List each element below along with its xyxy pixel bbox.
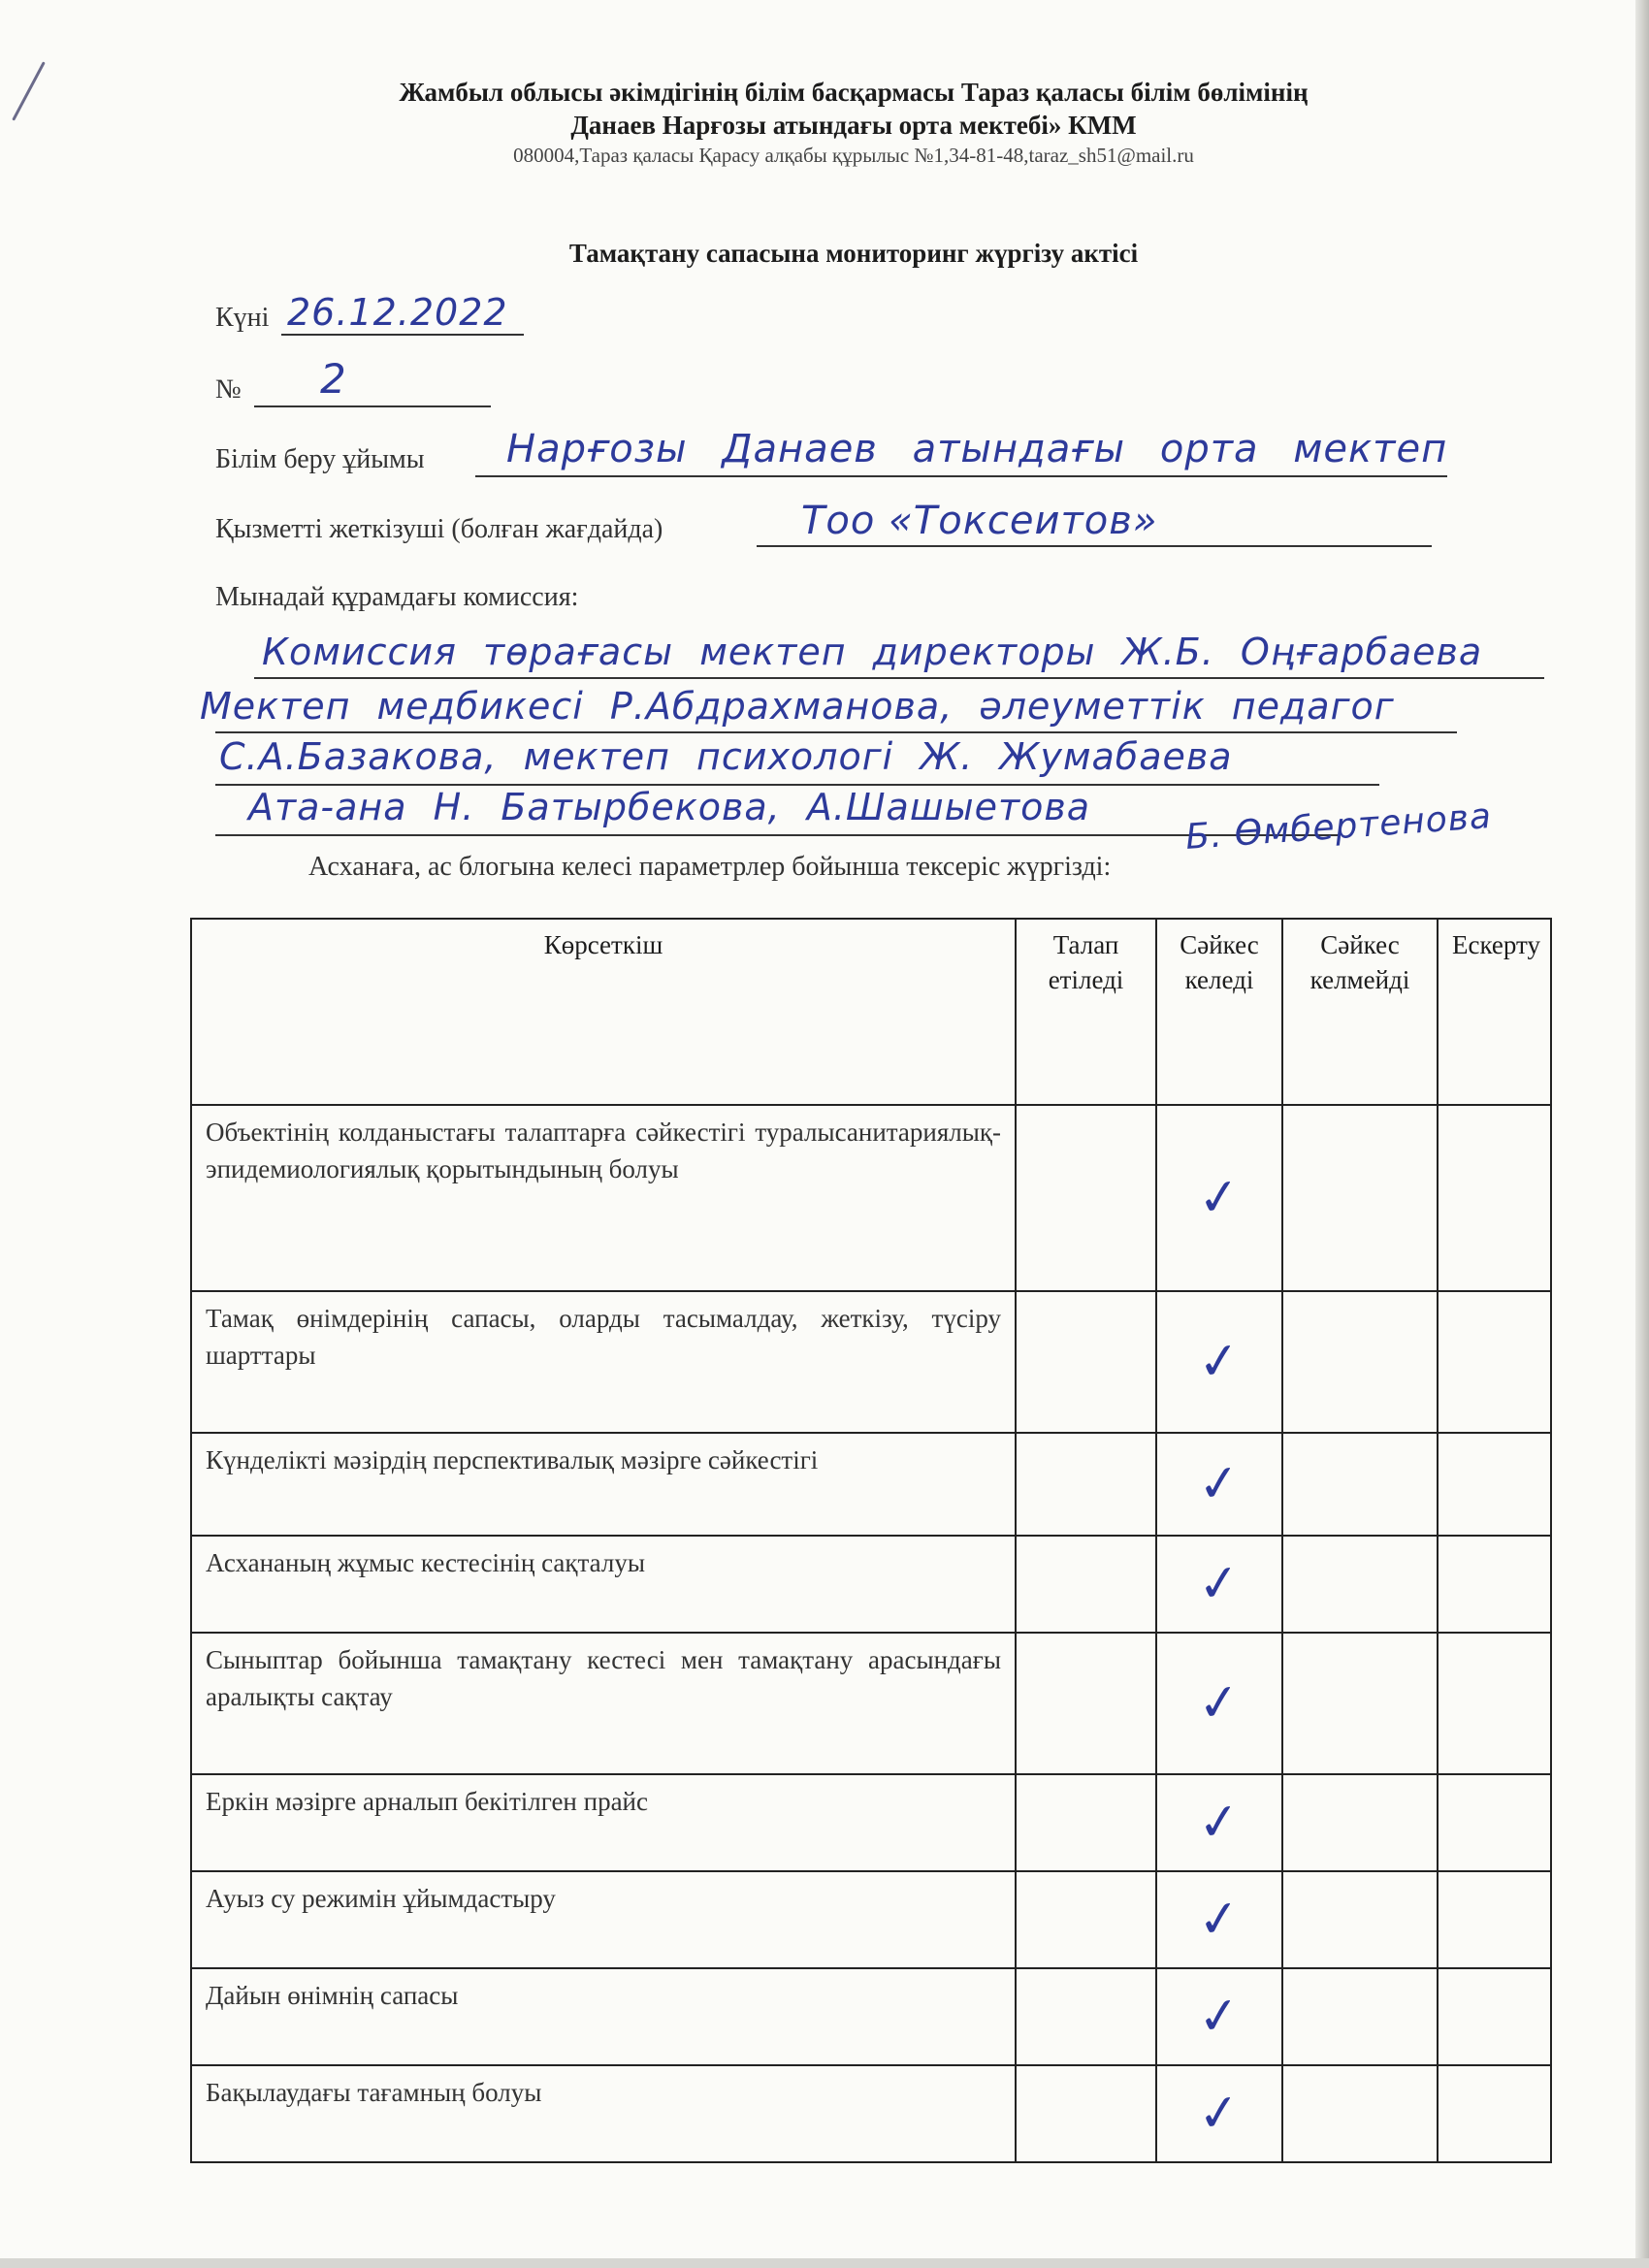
document-title: Тамақтану сапасына мониторинг жүргізу актісі <box>568 239 1139 268</box>
indicator-cell: Күнделікті мәзірдің перспективалық мәзірге сәйкестігі <box>191 1433 1016 1536</box>
commission-line-1: Комиссия төрағасы мектеп директоры Ж.Б. Оңғарбаева <box>262 631 1483 673</box>
indicator-cell: Еркін мәзірге арналып бекітілген прайс <box>191 1774 1016 1871</box>
check-mark-icon: ✓ <box>1195 1791 1244 1855</box>
indicator-cell: Тамақ өнімдерінің сапасы, оларды тасымалдау, жеткізу, түсіру шарттары <box>191 1291 1016 1433</box>
table-row <box>191 1633 1551 1774</box>
col-header-compliant: Сәйкес келеді <box>1156 919 1282 1105</box>
compliant-cell <box>1156 1433 1282 1536</box>
table-row <box>191 1433 1551 1536</box>
org-name-line-1: Жамбыл облысы әкімдігінің білім басқармасы Тараз қаласы білім бөлімінің <box>399 78 1309 107</box>
commission-underline-1 <box>254 677 1544 679</box>
commission-line-3: С.А.Базакова, мектеп психологі Ж. Жумабаева <box>219 735 1233 778</box>
noncompliant-cell <box>1282 1633 1438 1774</box>
note-cell <box>1438 1968 1551 2065</box>
check-mark-icon: ✓ <box>1195 2082 1244 2146</box>
compliant-cell <box>1156 1871 1282 1968</box>
check-mark-icon: ✓ <box>1195 1888 1244 1952</box>
check-mark-icon: ✓ <box>1195 1671 1244 1735</box>
table-row <box>191 1871 1551 1968</box>
noncompliant-cell <box>1282 1968 1438 2065</box>
indicator-cell: Дайын өнімнің сапасы <box>191 1968 1016 2065</box>
number-value: 2 <box>320 355 347 403</box>
indicator-cell: Асхананың жұмыс кестесінің сақталуы <box>191 1536 1016 1633</box>
noncompliant-cell <box>1282 1536 1438 1633</box>
compliant-cell <box>1156 1968 1282 2065</box>
indicator-cell: Объектінің колданыстағы талаптарға сәйкестігі туралысанитариялық-эпидемиологиялық қорытындының болуы <box>191 1105 1016 1291</box>
compliant-cell <box>1156 1291 1282 1433</box>
required-cell <box>1016 1291 1156 1433</box>
org-name-line-2: Данаев Нарғозы атындағы орта мектебі» КММ <box>570 111 1137 140</box>
commission-line-2: Мектеп медбикесі Р.Абдрахманова, әлеуметтік педагог <box>200 685 1395 728</box>
scan-bottom-edge <box>0 2258 1649 2268</box>
table-header-row <box>191 919 1551 1105</box>
col-header-note: Ескерту <box>1438 919 1551 1105</box>
org-label: Білім беру ұйымы <box>215 444 425 474</box>
supplier-underline <box>757 545 1432 547</box>
note-cell <box>1438 1291 1551 1433</box>
required-cell <box>1016 1774 1156 1871</box>
inspection-checklist-table <box>190 918 1552 2163</box>
org-value: Нарғозы Данаев атындағы орта мектеп <box>506 427 1448 471</box>
indicator-cell: Сыныптар бойынша тамақтану кестесі мен тамақтану арасындағы аралықты сақтау <box>191 1633 1016 1774</box>
table-row <box>191 1968 1551 2065</box>
indicator-cell: Ауыз су режимін ұйымдастыру <box>191 1871 1016 1968</box>
table-row <box>191 1291 1551 1433</box>
noncompliant-cell <box>1282 2065 1438 2162</box>
commission-line-4: Ата-ана Н. Батырбекова, А.Шашыетова <box>248 786 1091 828</box>
note-cell <box>1438 1536 1551 1633</box>
compliant-cell <box>1156 1633 1282 1774</box>
noncompliant-cell <box>1282 1105 1438 1291</box>
required-cell <box>1016 1105 1156 1291</box>
supplier-label: Қызметті жеткізуші (болған жағдайда) <box>215 514 663 544</box>
required-cell <box>1016 2065 1156 2162</box>
org-underline <box>475 475 1447 477</box>
noncompliant-cell <box>1282 1774 1438 1871</box>
note-cell <box>1438 1433 1551 1536</box>
check-mark-icon: ✓ <box>1195 1552 1244 1616</box>
commission-underline-2 <box>215 731 1457 733</box>
note-cell <box>1438 1105 1551 1291</box>
check-mark-icon: ✓ <box>1195 1166 1244 1230</box>
required-cell <box>1016 1433 1156 1536</box>
date-value: 26.12.2022 <box>287 291 508 334</box>
check-mark-icon: ✓ <box>1195 1330 1244 1394</box>
noncompliant-cell <box>1282 1433 1438 1536</box>
required-cell <box>1016 1536 1156 1633</box>
check-mark-icon: ✓ <box>1195 1452 1244 1516</box>
number-underline <box>254 405 491 407</box>
date-label: Күні <box>215 303 270 333</box>
indicator-cell: Бақылаудағы тағамның болуы <box>191 2065 1016 2162</box>
commission-underline-4 <box>215 834 1341 836</box>
table-row <box>191 1105 1551 1291</box>
commission-label: Мынадай құрамдағы комиссия: <box>215 582 579 612</box>
noncompliant-cell <box>1282 1291 1438 1433</box>
compliant-cell <box>1156 1105 1282 1291</box>
commission-line-5: Б. Өмбертенова <box>1183 796 1494 858</box>
table-row <box>191 2065 1551 2162</box>
date-underline <box>281 334 524 336</box>
note-cell <box>1438 1871 1551 1968</box>
note-cell <box>1438 2065 1551 2162</box>
compliant-cell <box>1156 1774 1282 1871</box>
noncompliant-cell <box>1282 1871 1438 1968</box>
table-row <box>191 1774 1551 1871</box>
inspection-intro: Асханаға, ас блогына келесі параметрлер бойынша тексеріс жүргізді: <box>308 852 1112 882</box>
note-cell <box>1438 1633 1551 1774</box>
col-header-noncompliant: Сәйкес келмейді <box>1282 919 1438 1105</box>
required-cell <box>1016 1871 1156 1968</box>
required-cell <box>1016 1968 1156 2065</box>
col-header-indicator: Көрсеткіш <box>191 919 1016 1105</box>
col-header-required: Талап етіледі <box>1016 919 1156 1105</box>
supplier-value: Тоо «Токсеитов» <box>801 499 1158 543</box>
required-cell <box>1016 1633 1156 1774</box>
org-address: 080004,Тараз қаласы Қарасу алқабы құрылыс №1,34-81-48,taraz_sh51@mail.ru <box>513 144 1194 167</box>
compliant-cell <box>1156 1536 1282 1633</box>
compliant-cell <box>1156 2065 1282 2162</box>
document-header <box>0 76 1649 168</box>
note-cell <box>1438 1774 1551 1871</box>
number-label: № <box>215 374 242 405</box>
table-row <box>191 1536 1551 1633</box>
scan-edge <box>1635 0 1649 2268</box>
check-mark-icon: ✓ <box>1195 1985 1244 2049</box>
